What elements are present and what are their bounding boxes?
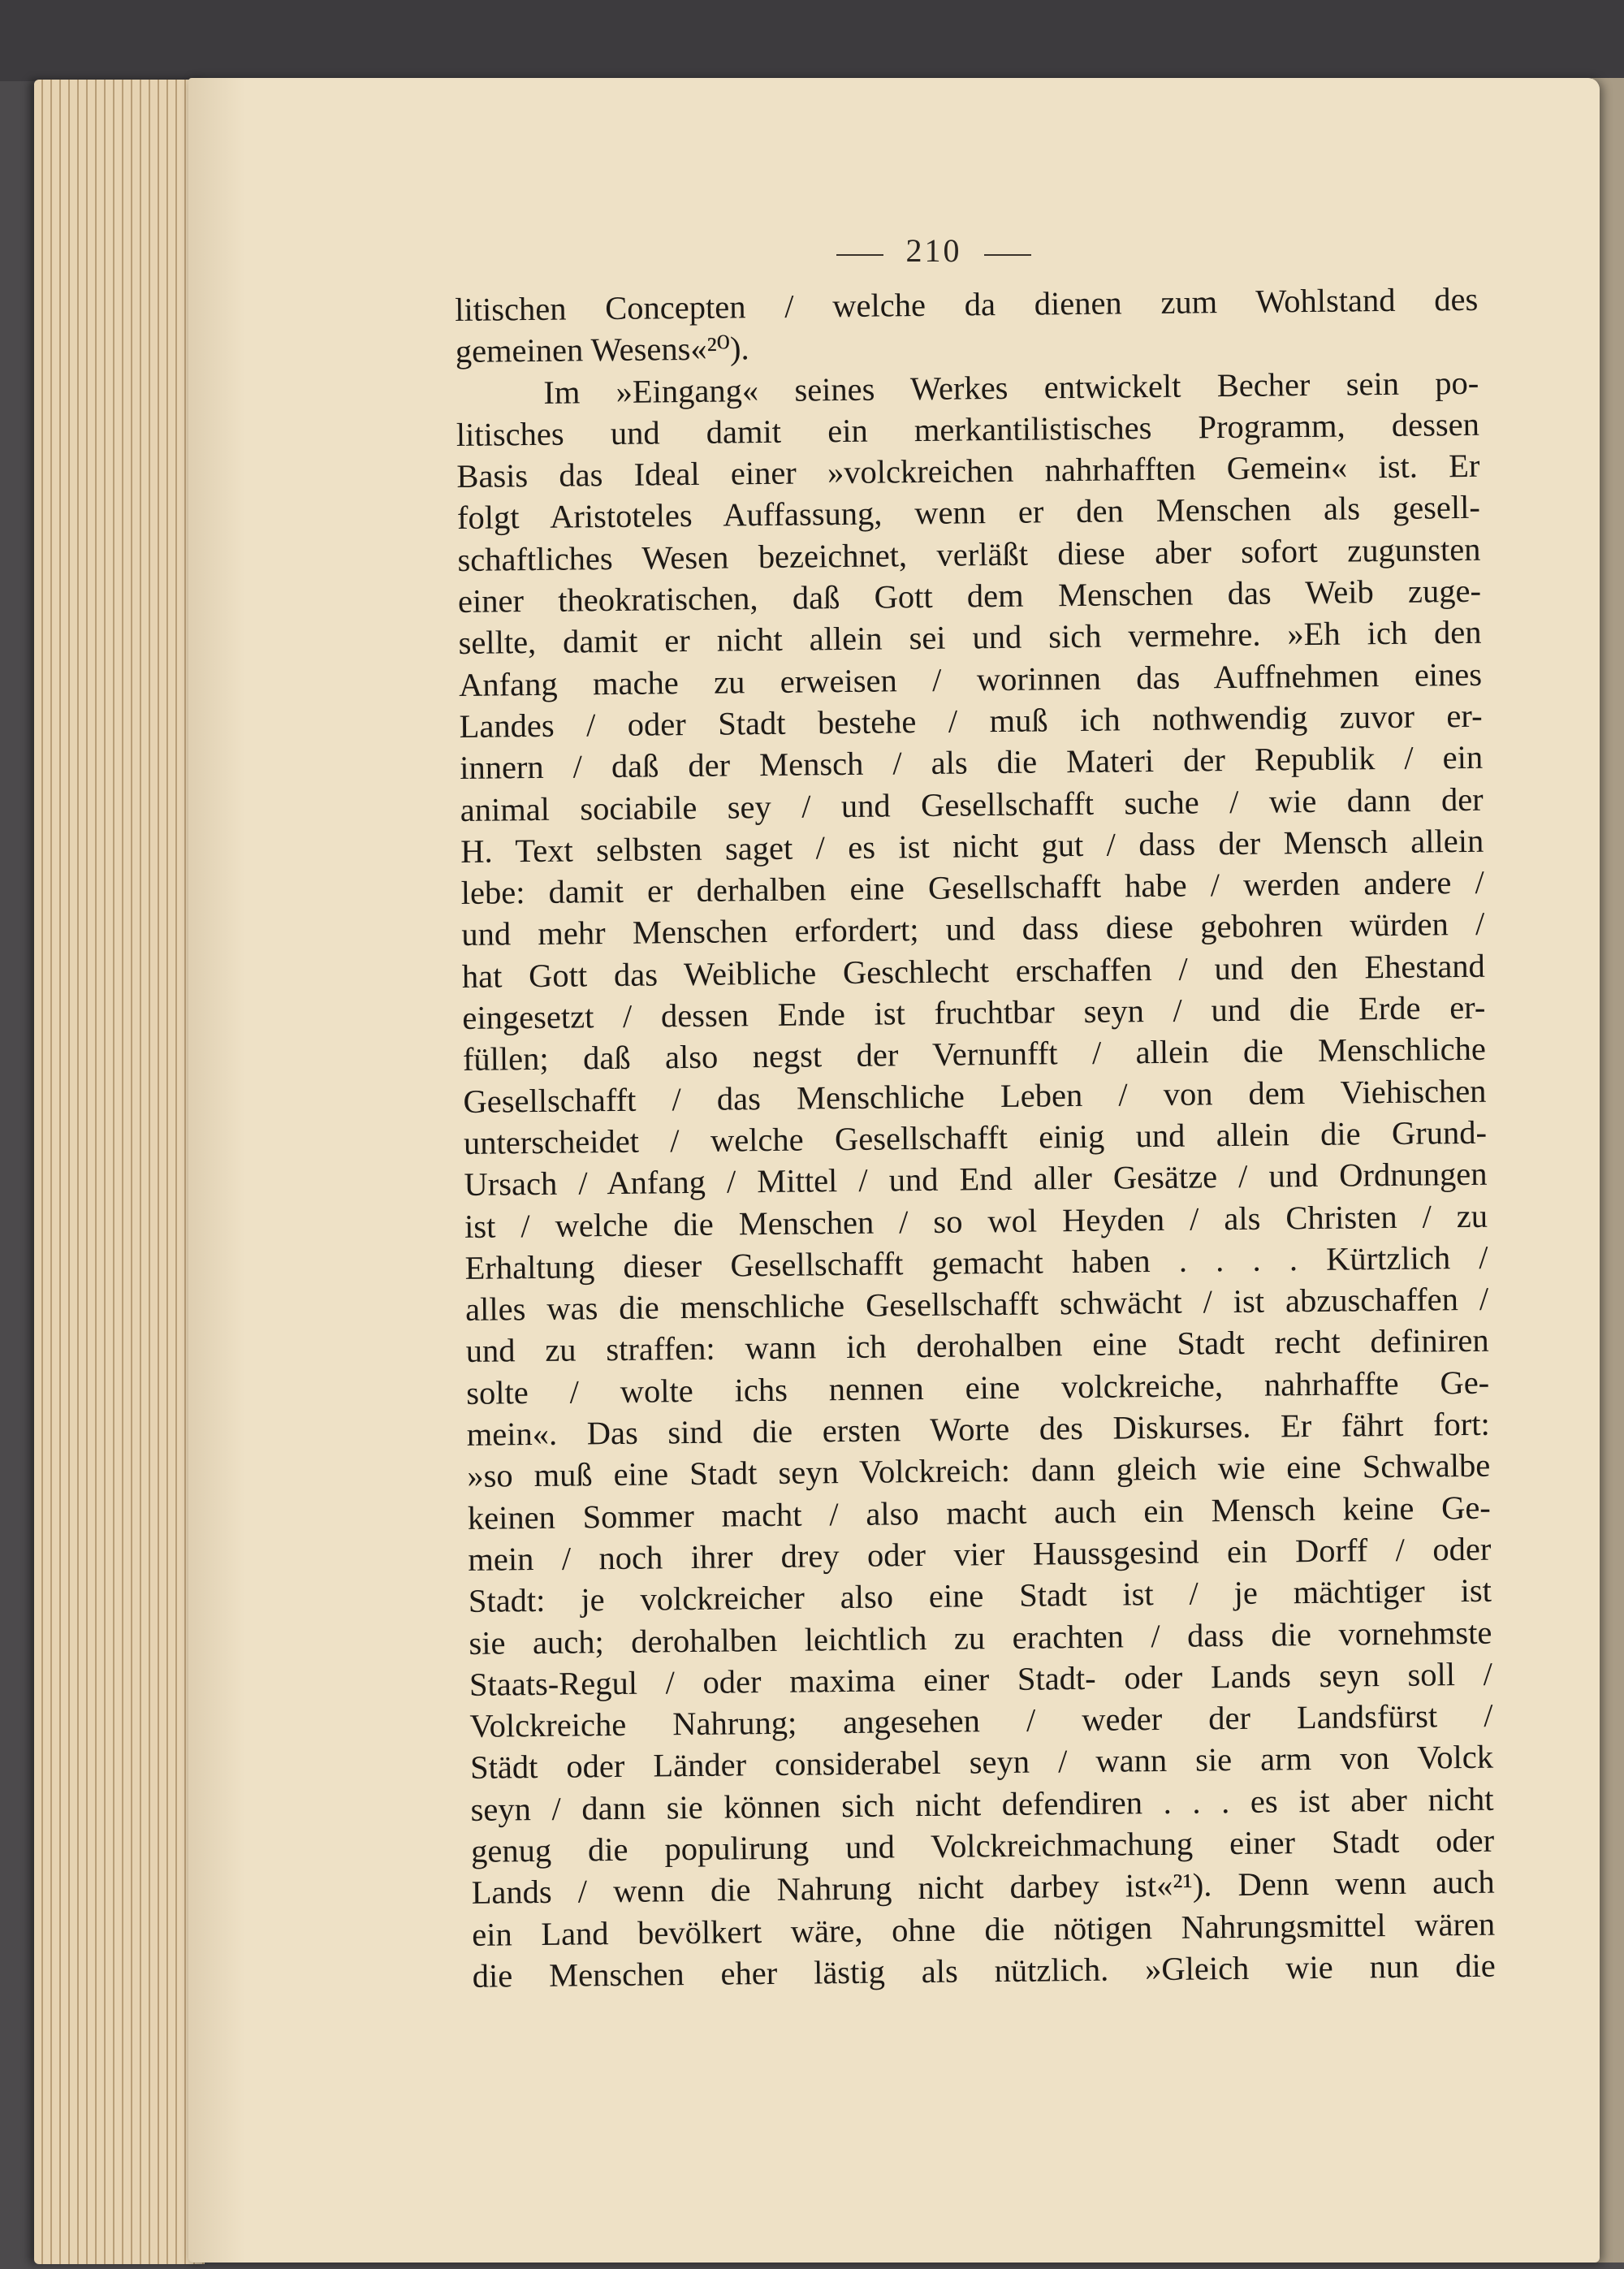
text-line: animal sociabile sey / und Gesellschafft suche / wie dann der [460,780,1484,828]
text-line: solte / wolte ichs nennen eine volckreiche, nahrhaffte Ge- [465,1364,1490,1411]
text-line: Ursach / Anfang / Mittel / und End aller Gesätze / und Ordnungen [464,1155,1488,1204]
text-line: keinen Sommer macht / also macht auch ein Mensch keine Ge- [467,1489,1492,1536]
text-line: mein / noch ihrer drey oder vier Haussgesind ein Dorff / oder [468,1530,1492,1578]
book-page-edges [34,80,205,2264]
page-number-dash-right [984,254,1031,256]
text-line: Volckreiche Nahrung; angesehen / weder der Landsfürst / [469,1696,1493,1744]
text-line: Im »Eingang« seines Werkes entwickelt Becher sein po- [543,364,1479,411]
text-line: Stadt: je volckreicher also eine Stadt ist / je mächtiger ist [468,1571,1492,1620]
text-line: folgt Aristoteles Auffassung, wenn er den Menschen als gesell- [456,489,1481,537]
page-number-dash-left [836,254,883,256]
text-line: seyn / dann sie können sich nicht defendiren . . . es ist aber nicht [470,1780,1494,1828]
text-line: ist / welche die Menschen / so wol Heyden / als Christen / zu [464,1197,1488,1245]
text-line: alles was die menschliche Gesellschafft schwächt / ist abzuschaffen / [464,1280,1489,1329]
text-line: Staats-Regul / oder maxima einer Stadt- oder Lands seyn soll / [469,1655,1493,1703]
text-line: litischen Concepten / welche da dienen zum Wohlstand des [455,280,1479,328]
text-line: Lands / wenn die Nahrung nicht darbey ist«²¹). Denn wenn auch [471,1863,1495,1912]
text-line: H. Text selbsten saget / es ist nicht gut / dass der Mensch allein [460,822,1484,870]
text-line: einer theokratischen, daß Gott dem Menschen das Weib zuge- [457,572,1482,620]
text-line: Städt oder Länder considerabel seyn / wann sie arm von Volck [469,1739,1494,1787]
text-line: und mehr Menschen erfordert; und dass diese gebohren würden / [461,905,1485,953]
text-line: Anfang mache zu erweisen / worinnen das Auffnehmen eines [458,655,1483,703]
text-line: hat Gott das Weibliche Geschlecht erschaffen / und den Ehestand [461,947,1486,995]
page-number-text: 210 [905,232,962,269]
text-line: mein«. Das sind die ersten Worte des Diskurses. Er fährt fort: [466,1405,1490,1453]
text-line: lebe: damit er derhalben eine Gesellschafft habe / werden andere / [460,863,1484,912]
text-line: füllen; daß also negst der Vernunfft / allein die Menschliche [462,1031,1487,1078]
text-line: »so muß eine Stadt seyn Volckreich: dann gleich wie eine Schwalbe [467,1447,1491,1495]
text-line: Basis das Ideal einer »volckreichen nahrhafften Gemein« ist. Er [456,447,1480,495]
text-line: genug die populirung und Volckreichmachung einer Stadt oder [470,1822,1495,1869]
text-line: Landes / oder Stadt bestehe / muß ich nothwendig zuvor er- [459,697,1483,745]
text-line: die Menschen eher lästig als nützlich. »Gleich wie nun die [472,1947,1496,1995]
text-line: sellte, damit er nicht allein sei und sich vermehre. »Eh ich den [458,614,1482,662]
text-line: eingesetzt / dessen Ende ist fruchtbar seyn / und die Erde er- [462,988,1486,1036]
scan-backdrop [0,0,1624,81]
body-text [455,279,1496,1997]
text-line: Erhaltung dieser Gesellschafft gemacht haben . . . . Kürtzlich / [464,1238,1488,1286]
text-line: gemeinen Wesens«²⁰). [455,330,749,370]
text-line: Gesellschafft / das Menschliche Leben / von dem Viehischen [463,1072,1487,1120]
text-line: schaftliches Wesen bezeichnet, verläßt diese aber sofort zugunsten [457,530,1481,578]
page-number [877,231,991,270]
text-line: und zu straffen: wann ich derohalben eine Stadt recht definiren [465,1322,1489,1370]
text-line: innern / daß der Mensch / als die Materi der Republik / ein [459,739,1484,787]
text-line: ein Land bevölkert wäre, ohne die nötigen Nahrungsmittel wären [471,1905,1496,1953]
text-line: sie auch; derohalben leichtlich zu erachten / dass die vornehmste [469,1614,1492,1662]
text-line: unterscheidet / welche Gesellschafft einig und allein die Grund- [463,1113,1488,1161]
text-line: litisches und damit ein merkantilistisches Programm, dessen [456,405,1480,453]
